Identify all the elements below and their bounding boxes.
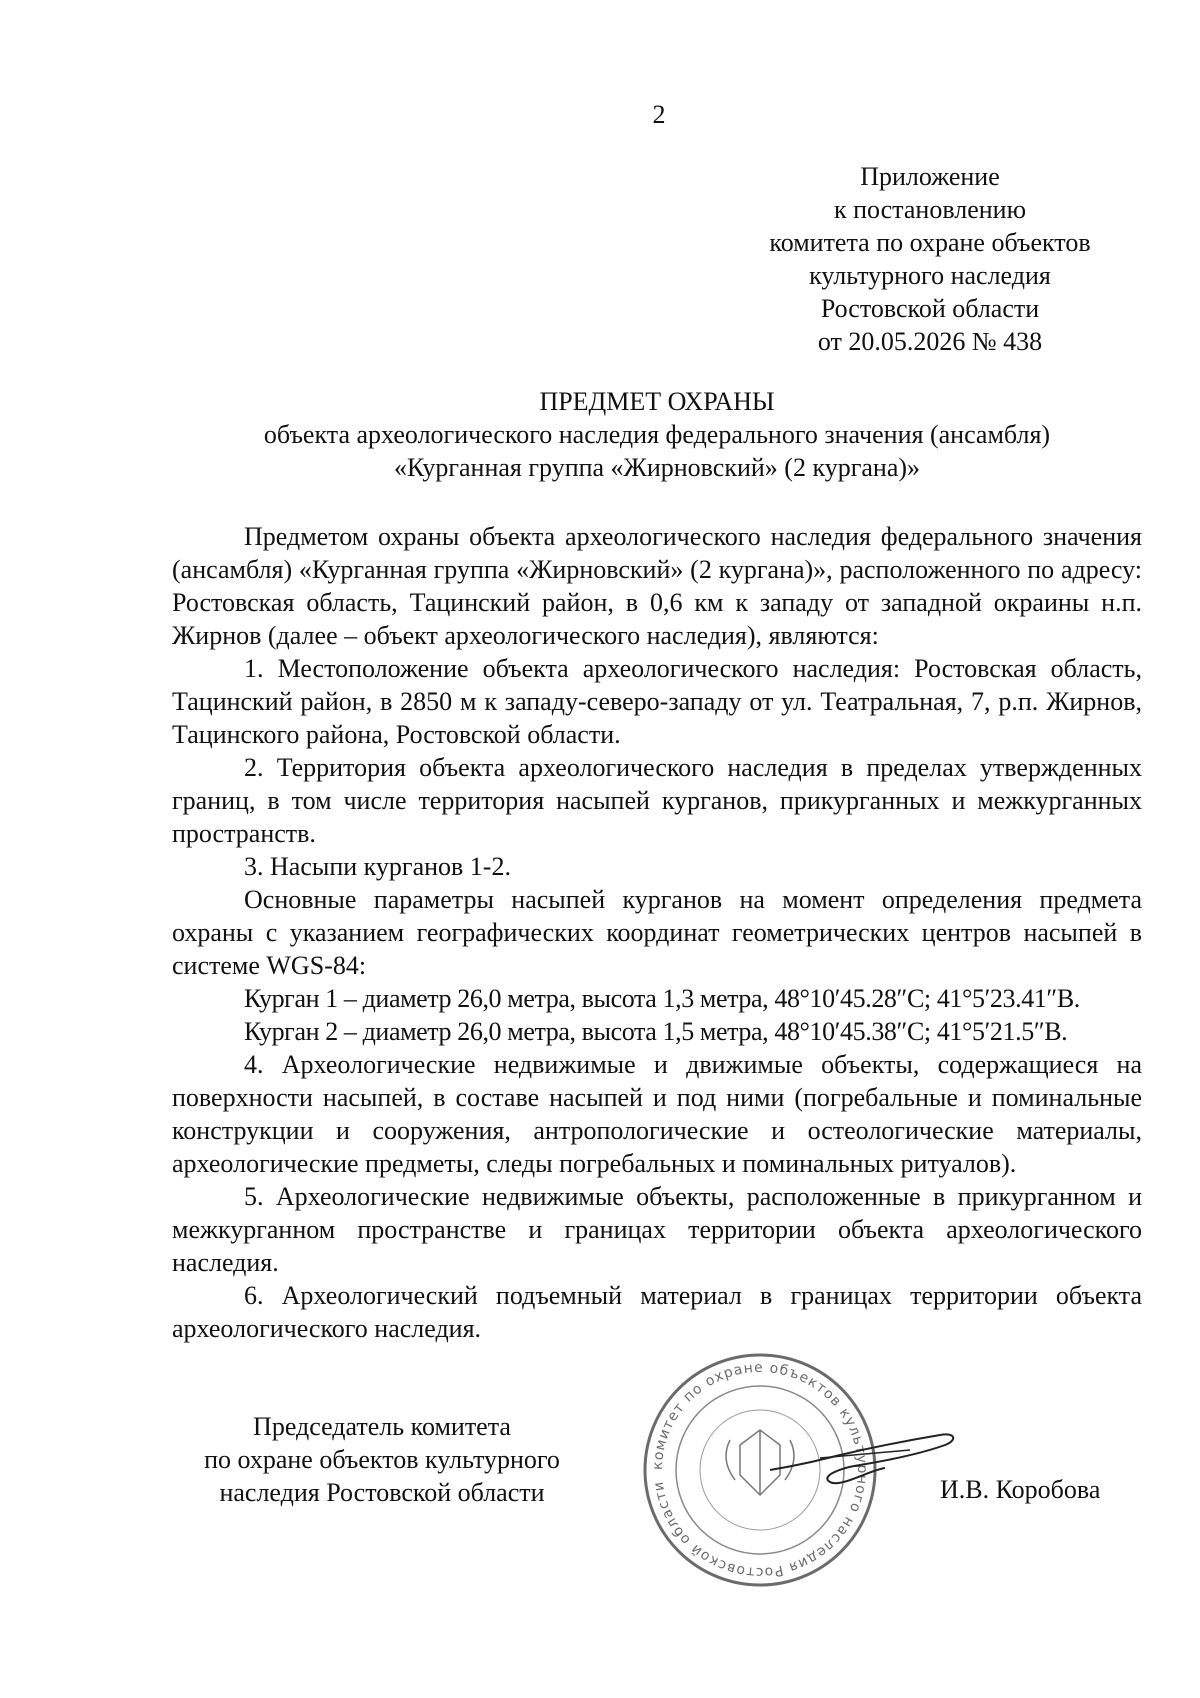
document-title — [172, 385, 1142, 484]
paragraph: Основные параметры насыпей курганов на момент определения предмета охраны с указанием географических координат геометрических центров насыпей в системе WGS-84: — [172, 885, 1142, 980]
title-line: «Курганная группа «Жирновский» (2 кургана)» — [393, 453, 921, 482]
title-heading: ПРЕДМЕТ ОХРАНЫ — [539, 387, 775, 416]
signer-line: наследия Ростовской области — [219, 1478, 545, 1507]
paragraph: 1. Местоположение объекта археологического наследия: Ростовская область, Тацинский район, в 2850 м к западу-северо-западу от ул. Театральная, 7, р.п. Жирнов, Тацинского района, Ростовской области. — [172, 654, 1142, 749]
seal-text: комитет по охране объектов культурного наследия Ростовской области — [649, 1359, 871, 1581]
title-line: объекта археологического наследия федерального значения (ансамбля) — [263, 420, 1051, 449]
paragraph: 2. Территория объекта археологического наследия в пределах утвержденных границ, в том числе территория насыпей курганов, прикурганных и межкурганных пространств. — [172, 753, 1142, 848]
paragraph: 5. Археологические недвижимые объекты, расположенные в прикурганном и межкурганном пространстве и границах территории объекта археологического наследия. — [172, 1182, 1142, 1277]
paragraph: 4. Археологические недвижимые и движимые объекты, содержащиеся на поверхности насыпей, в составе насыпей и под ними (погребальные и поминальные конструкции и сооружения, антропологические и остеологические материалы, археологические предметы, следы погребальных и поминальных ритуалов). — [172, 1050, 1142, 1178]
appendix-line: к постановлению — [833, 195, 1027, 224]
appendix-line: от 20.05.2026 № 438 — [817, 327, 1043, 356]
signer-position — [172, 1410, 592, 1509]
appendix-line: комитета по охране объектов — [769, 228, 1091, 257]
page-number: 2 — [652, 100, 666, 129]
signer-line: по охране объектов культурного — [204, 1445, 560, 1474]
paragraph-kurgan-2: Курган 2 – диаметр 26,0 метра, высота 1,5 метра, 48°10′45.38″С; 41°5′21.5″В. — [244, 1017, 1068, 1046]
appendix-line: Приложение — [860, 162, 1000, 191]
paragraph: 6. Археологический подъемный материал в границах территории объекта археологического наследия. — [172, 1281, 1142, 1343]
signature-icon — [760, 1410, 960, 1500]
signer-name: И.В. Коробова — [940, 1475, 1101, 1504]
paragraph: 3. Насыпи курганов 1-2. — [244, 852, 511, 881]
document-body — [172, 520, 1142, 1345]
paragraph: Предметом охраны объекта археологического наследия федерального значения (ансамбля) «Курганная группа «Жирновский» (2 кургана)», расположенного по адресу: Ростовская область, Тацинский район, в 0,6 км к западу от западной окраины н.п. Жирнов (далее – объект археологического наследия), являются: — [172, 522, 1142, 650]
appendix-line: Ростовской области — [820, 294, 1040, 323]
appendix-block — [720, 160, 1140, 358]
paragraph-kurgan-1: Курган 1 – диаметр 26,0 метра, высота 1,3 метра, 48°10′45.28″С; 41°5′23.41″В. — [244, 984, 1080, 1013]
appendix-line: культурного наследия — [809, 261, 1051, 290]
signer-line: Председатель комитета — [253, 1412, 511, 1441]
